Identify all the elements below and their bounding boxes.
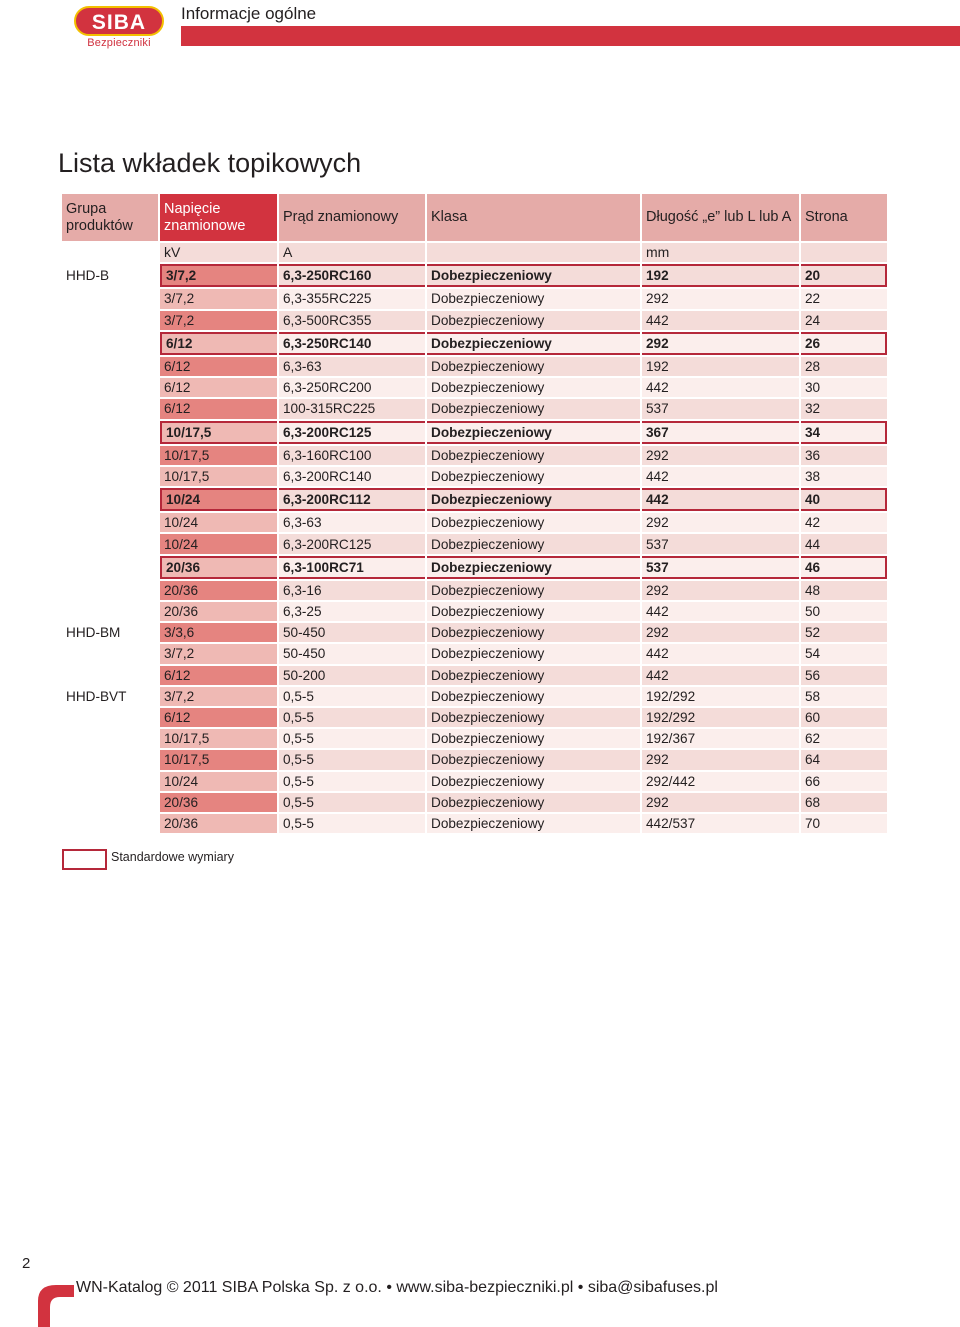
cell-dlugosc: 192 [642,357,799,376]
cell-grupa [62,750,158,769]
cell-napiecie: 10/24 [160,513,277,532]
table-row [62,708,887,727]
cell-prad: 6,3-250RC160 [279,264,425,287]
cell-dlugosc: 292 [642,446,799,465]
cell-klasa: Dobezpieczeniowy [427,814,640,833]
table-row [62,729,887,748]
cell-prad: 0,5-5 [279,729,425,748]
table-row [62,488,887,511]
cell-prad: 100-315RC225 [279,399,425,418]
cell-klasa: Dobezpieczeniowy [427,666,640,685]
table-row [62,311,887,330]
table-row [62,534,887,553]
cell-dlugosc: 192 [642,264,799,287]
cell-prad: 6,3-200RC140 [279,467,425,486]
table-row [62,644,887,663]
cell-prad: 0,5-5 [279,750,425,769]
cell-klasa: Dobezpieczeniowy [427,708,640,727]
table-row [62,623,887,642]
cell-klasa: Dobezpieczeniowy [427,378,640,397]
table-row [62,556,887,579]
cell-strona: 68 [801,793,887,812]
cell-napiecie: 20/36 [160,556,277,579]
cell-klasa: Dobezpieczeniowy [427,602,640,621]
col-header-dlugosc: Długość „e” lub L lub A [642,194,799,241]
cell-grupa: HHD-B [62,264,158,287]
cell-klasa: Dobezpieczeniowy [427,513,640,532]
cell-napiecie: 3/7,2 [160,264,277,287]
cell-klasa: Dobezpieczeniowy [427,289,640,308]
table-row [62,467,887,486]
cell-strona: 54 [801,644,887,663]
cell-dlugosc: 292 [642,581,799,600]
cell-klasa: Dobezpieczeniowy [427,264,640,287]
cell-strona: 28 [801,357,887,376]
cell-klasa: Dobezpieczeniowy [427,399,640,418]
cell-napiecie: 10/24 [160,534,277,553]
col-header-klasa: Klasa [427,194,640,241]
cell-klasa: Dobezpieczeniowy [427,644,640,663]
cell-grupa [62,556,158,579]
cell-strona: 48 [801,581,887,600]
cell-strona: 26 [801,332,887,355]
cell-strona: 50 [801,602,887,621]
cell-dlugosc: 367 [642,421,799,444]
cell-prad: 0,5-5 [279,772,425,791]
cell-grupa [62,666,158,685]
table-row [62,687,887,706]
cell-grupa [62,602,158,621]
table-header-row [62,194,887,241]
cell-strona: 30 [801,378,887,397]
cell-dlugosc: 292 [642,750,799,769]
cell-klasa: Dobezpieczeniowy [427,534,640,553]
cell-strona: 56 [801,666,887,685]
table-row [62,289,887,308]
cell-strona: 62 [801,729,887,748]
page-number: 2 [22,1255,31,1272]
unit-dlugosc: mm [642,243,799,262]
cell-klasa: Dobezpieczeniowy [427,357,640,376]
cell-strona: 44 [801,534,887,553]
cell-dlugosc: 192/292 [642,708,799,727]
cell-napiecie: 10/17,5 [160,750,277,769]
cell-strona: 42 [801,513,887,532]
siba-logo-icon [74,6,164,36]
cell-napiecie: 10/17,5 [160,421,277,444]
cell-napiecie: 6/12 [160,332,277,355]
logo-text: SIBA [91,11,147,34]
cell-grupa [62,357,158,376]
table-row [62,602,887,621]
cell-klasa: Dobezpieczeniowy [427,332,640,355]
legend-swatch [62,849,107,870]
cell-grupa [62,399,158,418]
cell-strona: 20 [801,264,887,287]
cell-grupa [62,467,158,486]
cell-klasa: Dobezpieczeniowy [427,793,640,812]
table-row [62,264,887,287]
cell-prad: 6,3-200RC112 [279,488,425,511]
cell-dlugosc: 292 [642,332,799,355]
cell-dlugosc: 442 [642,467,799,486]
cell-prad: 6,3-25 [279,602,425,621]
cell-grupa [62,446,158,465]
cell-napiecie: 3/7,2 [160,311,277,330]
cell-grupa [62,311,158,330]
cell-strona: 64 [801,750,887,769]
cell-prad: 50-200 [279,666,425,685]
cell-grupa [62,581,158,600]
cell-grupa [62,289,158,308]
cell-prad: 6,3-500RC355 [279,311,425,330]
cell-napiecie: 10/17,5 [160,467,277,486]
cell-napiecie: 3/3,6 [160,623,277,642]
cell-prad: 6,3-16 [279,581,425,600]
cell-strona: 36 [801,446,887,465]
unit-klasa [427,243,640,262]
cell-dlugosc: 442 [642,602,799,621]
cell-klasa: Dobezpieczeniowy [427,467,640,486]
cell-grupa [62,772,158,791]
cell-napiecie: 6/12 [160,666,277,685]
cell-strona: 52 [801,623,887,642]
cell-napiecie: 10/24 [160,488,277,511]
table-row [62,332,887,355]
cell-strona: 34 [801,421,887,444]
unit-strona [801,243,887,262]
cell-napiecie: 6/12 [160,708,277,727]
unit-grupa [62,243,158,262]
cell-klasa: Dobezpieczeniowy [427,729,640,748]
cell-dlugosc: 537 [642,556,799,579]
header-bar [181,26,960,46]
col-header-grupa: Grupa produktów [62,194,158,241]
cell-strona: 60 [801,708,887,727]
cell-strona: 66 [801,772,887,791]
cell-prad: 0,5-5 [279,793,425,812]
unit-prad: A [279,243,425,262]
cell-napiecie: 10/17,5 [160,729,277,748]
cell-klasa: Dobezpieczeniowy [427,581,640,600]
table-row [62,421,887,444]
table-row [62,446,887,465]
cell-napiecie: 3/7,2 [160,644,277,663]
cell-klasa: Dobezpieczeniowy [427,750,640,769]
fuse-list-table [60,192,889,835]
cell-dlugosc: 292 [642,513,799,532]
cell-prad: 6,3-200RC125 [279,534,425,553]
cell-dlugosc: 442 [642,644,799,663]
cell-prad: 0,5-5 [279,814,425,833]
cell-dlugosc: 292 [642,623,799,642]
col-header-napiecie: Napięcie znamionowe [160,194,277,241]
table-row [62,513,887,532]
cell-prad: 6,3-63 [279,357,425,376]
cell-dlugosc: 292 [642,793,799,812]
table-row [62,772,887,791]
cell-grupa [62,729,158,748]
header-title: Informacje ogólne [181,4,317,23]
table-row [62,399,887,418]
cell-grupa [62,378,158,397]
cell-strona: 22 [801,289,887,308]
cell-prad: 6,3-250RC140 [279,332,425,355]
table-row [62,581,887,600]
cell-strona: 46 [801,556,887,579]
table-row [62,750,887,769]
cell-prad: 6,3-160RC100 [279,446,425,465]
cell-grupa [62,421,158,444]
page-title: Lista wkładek topikowych [58,148,362,178]
table-row [62,793,887,812]
cell-dlugosc: 442 [642,666,799,685]
cell-strona: 38 [801,467,887,486]
cell-prad: 6,3-100RC71 [279,556,425,579]
cell-prad: 50-450 [279,644,425,663]
cell-napiecie: 20/36 [160,581,277,600]
table-row [62,666,887,685]
cell-strona: 40 [801,488,887,511]
cell-dlugosc: 442/537 [642,814,799,833]
cell-dlugosc: 292/442 [642,772,799,791]
table-row [62,378,887,397]
table-row [62,357,887,376]
cell-grupa: HHD-BM [62,623,158,642]
cell-napiecie: 20/36 [160,793,277,812]
table-body [62,264,887,833]
unit-napiecie: kV [160,243,277,262]
table-row [62,814,887,833]
cell-grupa [62,708,158,727]
cell-grupa [62,332,158,355]
cell-napiecie: 20/36 [160,814,277,833]
cell-dlugosc: 442 [642,311,799,330]
cell-grupa: HHD-BVT [62,687,158,706]
cell-grupa [62,488,158,511]
cell-prad: 6,3-63 [279,513,425,532]
cell-klasa: Dobezpieczeniowy [427,556,640,579]
cell-klasa: Dobezpieczeniowy [427,488,640,511]
cell-strona: 24 [801,311,887,330]
cell-klasa: Dobezpieczeniowy [427,421,640,444]
cell-klasa: Dobezpieczeniowy [427,311,640,330]
cell-dlugosc: 442 [642,378,799,397]
cell-prad: 0,5-5 [279,687,425,706]
cell-klasa: Dobezpieczeniowy [427,687,640,706]
cell-strona: 58 [801,687,887,706]
cell-napiecie: 6/12 [160,378,277,397]
col-header-strona: Strona [801,194,887,241]
cell-napiecie: 6/12 [160,399,277,418]
cell-dlugosc: 192/367 [642,729,799,748]
cell-dlugosc: 192/292 [642,687,799,706]
cell-strona: 32 [801,399,887,418]
cell-prad: 6,3-355RC225 [279,289,425,308]
cell-napiecie: 6/12 [160,357,277,376]
cell-napiecie: 10/24 [160,772,277,791]
cell-prad: 0,5-5 [279,708,425,727]
cell-dlugosc: 442 [642,488,799,511]
cell-grupa [62,793,158,812]
cell-prad: 6,3-250RC200 [279,378,425,397]
cell-grupa [62,814,158,833]
footer-text: WN-Katalog © 2011 SIBA Polska Sp. z o.o. • www.siba-bezpieczniki.pl • siba@sibafuses.pl [76,1279,718,1296]
cell-dlugosc: 292 [642,289,799,308]
cell-klasa: Dobezpieczeniowy [427,772,640,791]
legend-label: Standardowe wymiary [111,850,234,864]
cell-napiecie: 10/17,5 [160,446,277,465]
siba-logo [74,6,164,50]
cell-dlugosc: 537 [642,399,799,418]
cell-dlugosc: 537 [642,534,799,553]
cell-grupa [62,644,158,663]
cell-grupa [62,513,158,532]
cell-prad: 50-450 [279,623,425,642]
cell-klasa: Dobezpieczeniowy [427,446,640,465]
col-header-prad: Prąd znamionowy [279,194,425,241]
table-units-row [62,243,887,262]
logo-subtitle: Bezpieczniki [87,37,151,49]
cell-napiecie: 3/7,2 [160,289,277,308]
cell-grupa [62,534,158,553]
cell-prad: 6,3-200RC125 [279,421,425,444]
cell-strona: 70 [801,814,887,833]
cell-klasa: Dobezpieczeniowy [427,623,640,642]
cell-napiecie: 20/36 [160,602,277,621]
cell-napiecie: 3/7,2 [160,687,277,706]
page-corner-icon [34,1283,74,1327]
